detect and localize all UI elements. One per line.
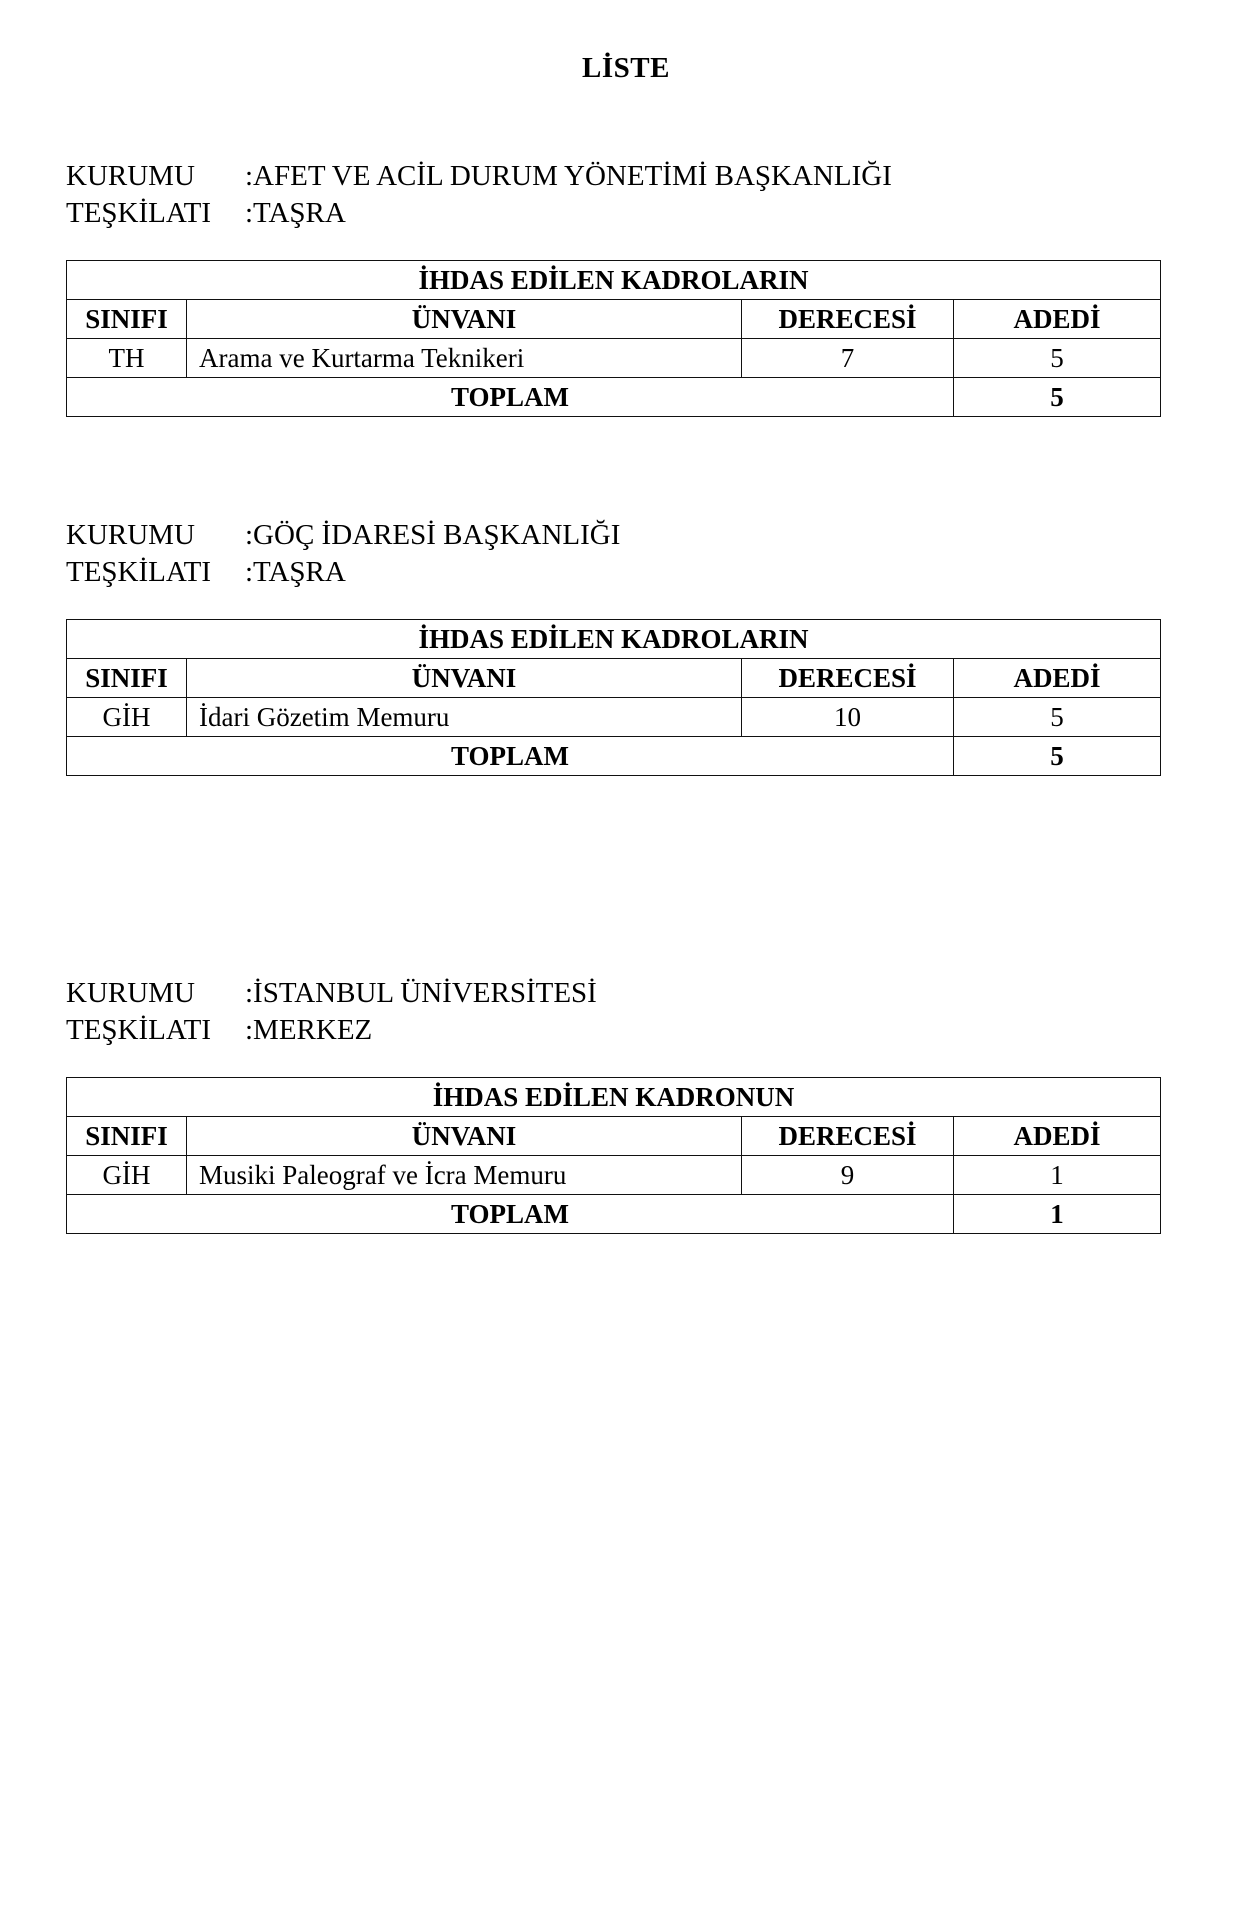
kurumu-line [66,517,1160,554]
table-row [67,698,1161,737]
col-header-unvani: ÜNVANI [187,659,742,698]
cell-unvani: Musiki Paleograf ve İcra Memuru [187,1156,742,1195]
teskilati-label: TEŞKİLATI [66,556,211,588]
teskilati-line [66,554,1160,591]
teskilati-line [66,195,1160,232]
cell-adedi: 5 [954,339,1161,378]
page-title: LİSTE [582,52,670,84]
cell-unvani: İdari Gözetim Memuru [187,698,742,737]
col-header-sinifi: SINIFI [67,1117,187,1156]
kadro-table [66,1077,1161,1234]
table-caption: İHDAS EDİLEN KADRONUN [67,1078,1161,1117]
teskilati-label: TEŞKİLATI [66,197,211,229]
table-row [67,339,1161,378]
total-label: TOPLAM [67,737,954,776]
col-header-unvani: ÜNVANI [187,300,742,339]
col-header-adedi: ADEDİ [954,659,1161,698]
section-istanbul-universitesi [66,975,1160,1234]
col-header-derecesi: DERECESİ [742,300,954,339]
kurumu-value: :GÖÇ İDARESİ BAŞKANLIĞI [245,519,621,551]
cell-sinifi: GİH [67,1156,187,1195]
col-header-sinifi: SINIFI [67,300,187,339]
total-value: 5 [954,737,1161,776]
cell-adedi: 1 [954,1156,1161,1195]
total-row [67,1195,1161,1234]
table-caption: İHDAS EDİLEN KADROLARIN [67,261,1161,300]
total-row [67,378,1161,417]
cell-derecesi: 7 [742,339,954,378]
total-row [67,737,1161,776]
col-header-derecesi: DERECESİ [742,1117,954,1156]
cell-derecesi: 10 [742,698,954,737]
cell-sinifi: TH [67,339,187,378]
col-header-adedi: ADEDİ [954,300,1161,339]
table-caption: İHDAS EDİLEN KADROLARIN [67,620,1161,659]
col-header-derecesi: DERECESİ [742,659,954,698]
cell-adedi: 5 [954,698,1161,737]
kurumu-line [66,158,1160,195]
section-afad [66,158,1160,417]
kadro-table [66,619,1161,776]
total-label: TOPLAM [67,1195,954,1234]
kadro-table [66,260,1161,417]
kurumu-value: :AFET VE ACİL DURUM YÖNETİMİ BAŞKANLIĞI [245,160,892,192]
kurumu-label: KURUMU [66,160,195,192]
section-goc [66,517,1160,776]
kurumu-value: :İSTANBUL ÜNİVERSİTESİ [245,977,597,1009]
kurumu-label: KURUMU [66,977,195,1009]
table-row [67,1156,1161,1195]
teskilati-label: TEŞKİLATI [66,1014,211,1046]
teskilati-value: :TAŞRA [245,197,346,229]
total-label: TOPLAM [67,378,954,417]
col-header-adedi: ADEDİ [954,1117,1161,1156]
col-header-sinifi: SINIFI [67,659,187,698]
teskilati-value: :TAŞRA [245,556,346,588]
total-value: 5 [954,378,1161,417]
col-header-unvani: ÜNVANI [187,1117,742,1156]
teskilati-value: :MERKEZ [245,1014,373,1046]
teskilati-line [66,1012,1160,1049]
cell-derecesi: 9 [742,1156,954,1195]
kurumu-line [66,975,1160,1012]
cell-unvani: Arama ve Kurtarma Teknikeri [187,339,742,378]
total-value: 1 [954,1195,1161,1234]
cell-sinifi: GİH [67,698,187,737]
kurumu-label: KURUMU [66,519,195,551]
